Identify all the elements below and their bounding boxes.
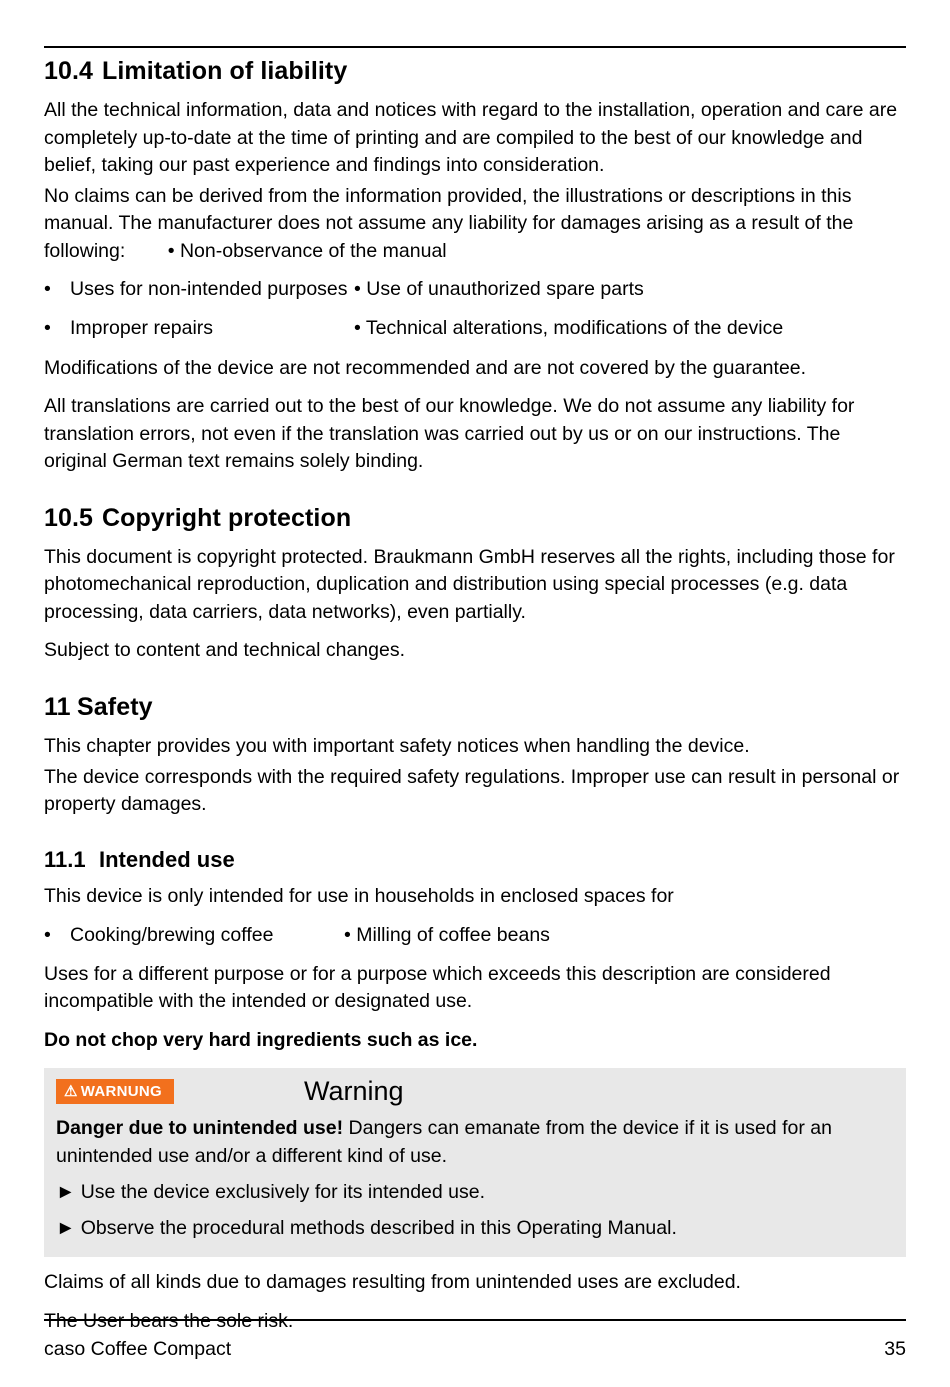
warning-lead-bold: Danger due to unintended use! xyxy=(56,1117,344,1140)
heading-text: Copyright protection xyxy=(102,503,352,532)
header-rule xyxy=(44,46,906,48)
copyright-paragraph-2: Subject to content and technical changes. xyxy=(44,639,405,662)
warning-box xyxy=(44,1068,906,1256)
page-content xyxy=(44,56,906,1335)
liability-paragraph-2-text: No claims can be derived from the information provided, the illustrations or descriptions in this manual. The manufacturer does not assume any liability for damages arising as a result of the following: xyxy=(44,184,854,262)
list-item xyxy=(44,276,906,303)
warning-badge-label: WARNUNG xyxy=(80,1083,163,1101)
bullet-dot-icon: • xyxy=(44,317,51,340)
intended-use-paragraph-1: This device is only intended for use in households in enclosed spaces for xyxy=(44,885,674,908)
page-number: 35 xyxy=(884,1338,906,1360)
intended-use-paragraph-2: Uses for a different purpose or for a purpose which exceeds this description are considered incompatible with the intended or designated use. xyxy=(44,962,831,1013)
bullet-text-left: Improper repairs xyxy=(70,317,214,340)
heading-text: Limitation of liability xyxy=(102,57,348,85)
bullet-dot-icon: • xyxy=(44,923,51,946)
liability-inline-bullet: • Non-observance of the manual xyxy=(167,239,447,262)
safety-paragraph-1: This chapter provides you with important safety notices when handling the device. xyxy=(44,735,750,758)
safety-paragraph-2: The device corresponds with the required safety regulations. Improper use can result in personal or property damages. xyxy=(44,765,900,816)
bullet-text-left: Uses for non-intended purposes xyxy=(70,278,348,301)
bullet-dot-icon: • xyxy=(44,278,51,301)
after-warning-paragraph-2 xyxy=(44,1308,906,1335)
liability-paragraph-3: Modifications of the device are not recommended and are not covered by the guarantee. xyxy=(44,356,807,379)
warning-title: Warning xyxy=(304,1076,404,1107)
warning-triangle-icon: ⚠ xyxy=(64,1083,78,1101)
footer-rule xyxy=(44,1319,906,1321)
warning-item-1: ► Use the device exclusively for its intended use. xyxy=(56,1180,486,1203)
list-item xyxy=(44,922,906,949)
list-item xyxy=(44,315,906,342)
warning-lead-rest: Dangers can emanate from the device if it is used for an unintended use and/or a different kind of use. xyxy=(56,1117,832,1167)
heading-text: Intended use xyxy=(99,846,235,872)
footer-title: caso Coffee Compact xyxy=(44,1338,232,1360)
warning-item-2: ► Observe the procedural methods described in this Operating Manual. xyxy=(56,1217,677,1240)
bullet-text-right: • Technical alterations, modifications of the device xyxy=(354,317,784,340)
bullet-text-left: Cooking/brewing coffee xyxy=(70,923,274,946)
intended-use-warning-note: Do not chop very hard ingredients such as ice. xyxy=(44,1028,478,1051)
heading-intended-use xyxy=(44,846,906,874)
liability-paragraph-1: All the technical information, data and notices with regard to the installation, operation and care are completely up-to-date at the time of printing and are compiled to the best of our knowledge and belief, taking our past experience and findings into consideration. xyxy=(44,99,898,177)
warning-header xyxy=(56,1078,894,1105)
liability-paragraph-4: All translations are carried out to the best of our knowledge. We do not assume any liability for translation errors, not even if the translation was carried out by us or on our instructions. The original German text remains solely binding. xyxy=(44,395,855,473)
heading-text: Safety xyxy=(77,692,153,721)
footer xyxy=(44,1338,906,1361)
warning-lead xyxy=(56,1115,894,1170)
heading-safety xyxy=(44,692,906,723)
liability-paragraph-2 xyxy=(44,183,906,265)
heading-number: 11 xyxy=(44,692,71,721)
heading-number: 10.4 xyxy=(44,57,94,85)
warning-badge xyxy=(56,1079,174,1104)
heading-number: 11.1 xyxy=(44,846,86,872)
bullet-text-right: • Milling of coffee beans xyxy=(344,923,550,946)
after-warning-text xyxy=(44,1269,906,1336)
heading-number: 10.5 xyxy=(44,503,94,532)
after-warning-paragraph-1: Claims of all kinds due to damages resulting from unintended uses are excluded. xyxy=(44,1270,741,1293)
heading-copyright-protection xyxy=(44,503,906,534)
copyright-paragraph-1: This document is copyright protected. Braukmann GmbH reserves all the rights, including those for photomechanical reproduction, duplication and distribution using special processes (e.g. data processing, data carriers, data networks), even partially. xyxy=(44,545,895,623)
bullet-text-right: • Use of unauthorized spare parts xyxy=(354,278,644,301)
intended-use-bullet-list xyxy=(44,922,906,949)
heading-limitation-of-liability xyxy=(44,56,906,87)
liability-bullet-list xyxy=(44,276,906,343)
